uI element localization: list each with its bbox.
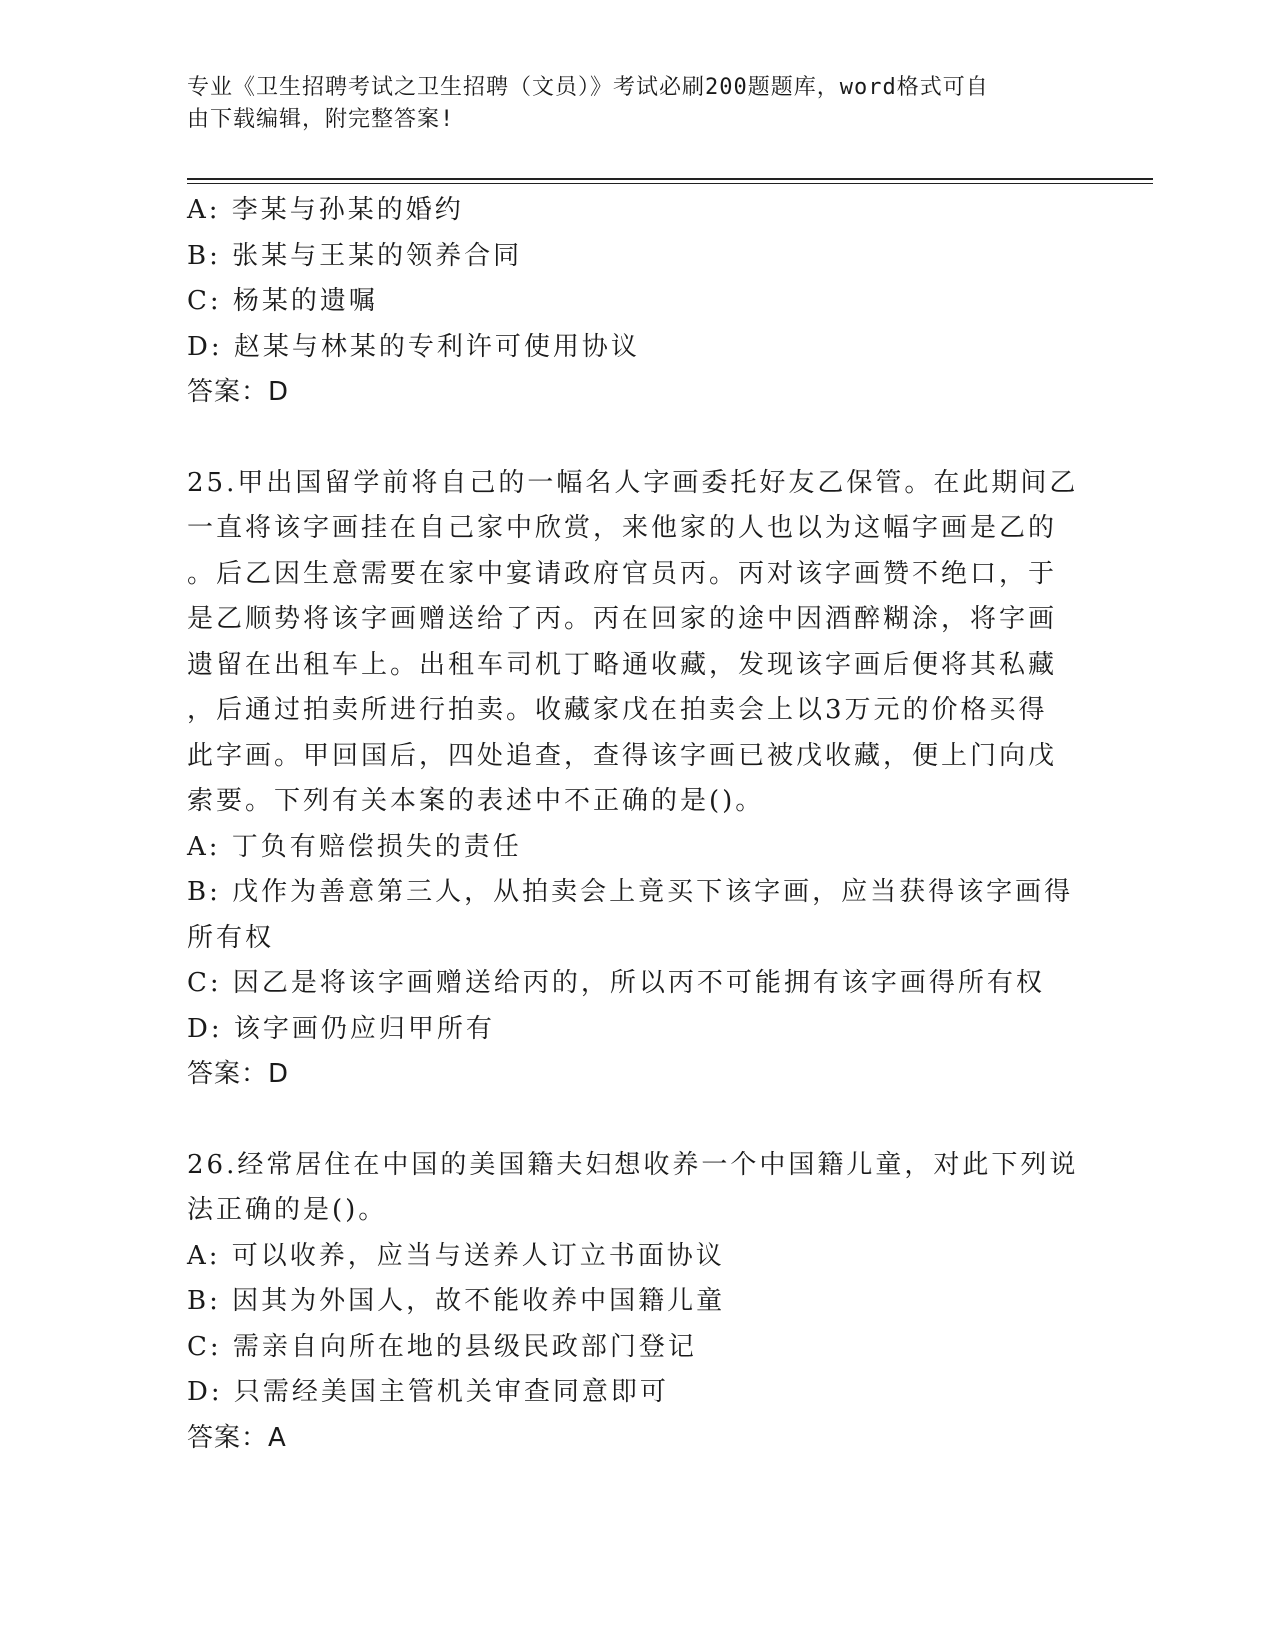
q26-stem-line-2: 法正确的是()。 (187, 1195, 388, 1225)
q25-option-b-continued: 所有权 (187, 922, 275, 953)
q24-option-b: B: 张某与王某的领养合同 (187, 240, 523, 271)
q26-option-b: B: 因其为外国人，故不能收养中国籍儿童 (187, 1286, 726, 1316)
q24-answer: 答案：D (187, 377, 290, 407)
q25-option-a: A: 丁负有赔偿损失的责任 (187, 831, 522, 862)
document-body (187, 188, 1087, 1461)
q25-stem-line-6: ，后通过拍卖所进行拍卖。收藏家戊在拍卖会上以3万元的价格买得 (187, 695, 1048, 725)
q25-stem-line-5: 遗留在出租车上。出租车司机丁略通收藏，发现该字画后便将其私藏 (187, 649, 1058, 680)
spacer (187, 1098, 1087, 1143)
header-rule-thin (187, 183, 1153, 184)
q26-option-a: A: 可以收养，应当与送养人订立书面协议 (187, 1240, 725, 1271)
q25-stem-line-8: 索要。下列有关本案的表述中不正确的是()。 (187, 786, 765, 816)
question-26-block (187, 1143, 1087, 1462)
document-header (187, 72, 1067, 136)
q25-stem-line-3: 。后乙因生意需要在家中宴请政府官员丙。丙对该字画赞不绝口，于 (187, 558, 1058, 589)
q25-option-c: C: 因乙是将该字画赠送给丙的，所以丙不可能拥有该字画得所有权 (187, 968, 1045, 998)
q24-option-d: D: 赵某与林某的专利许可使用协议 (187, 331, 640, 362)
question-24-block (187, 188, 1087, 416)
q24-option-a: A: 李某与孙某的婚约 (187, 195, 464, 225)
q25-option-d: D: 该字画仍应归甲所有 (187, 1013, 495, 1044)
q24-option-c: C: 杨某的遗嘱 (187, 286, 378, 316)
header-line-1: 专业《卫生招聘考试之卫生招聘（文员）》考试必刷200题题库，word格式可自 (187, 75, 989, 100)
q26-option-c: C: 需亲自向所在地的县级民政部门登记 (187, 1331, 697, 1362)
spacer (187, 416, 1087, 461)
q25-stem-line-2: 一直将该字画挂在自己家中欣赏，来他家的人也以为这幅字画是乙的 (187, 513, 1058, 543)
header-line-2: 由下载编辑，附完整答案! (187, 107, 455, 132)
q26-option-d: D: 只需经美国主管机关审查同意即可 (187, 1377, 669, 1407)
q25-answer: 答案：D (187, 1059, 290, 1089)
q25-option-b: B: 戊作为善意第三人，从拍卖会上竟买下该字画，应当获得该字画得 (187, 877, 1074, 907)
question-25-block (187, 461, 1087, 1098)
q25-stem-line-4: 是乙顺势将该字画赠送给了丙。丙在回家的途中因酒醉糊涂，将字画 (187, 604, 1058, 634)
q26-stem-line-1: 26.经常居住在中国的美国籍夫妇想收养一个中国籍儿童，对此下列说 (187, 1149, 1079, 1180)
q26-answer: 答案：A (187, 1422, 287, 1453)
q25-stem-line-1: 25.甲出国留学前将自己的一幅名人字画委托好友乙保管。在此期间乙 (187, 467, 1079, 498)
header-rule-thick (187, 178, 1153, 180)
q25-stem-line-7: 此字画。甲回国后，四处追查，查得该字画已被戊收藏，便上门向戊 (187, 740, 1058, 771)
